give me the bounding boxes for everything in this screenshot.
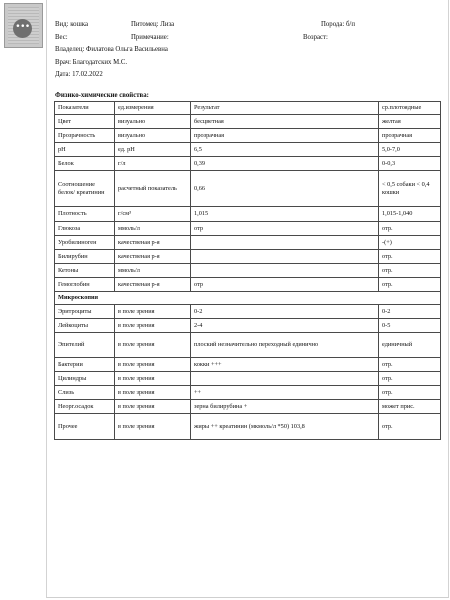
breed-label: Порода: б/п bbox=[321, 21, 355, 28]
date-label: Дата: 17.02.2022 bbox=[55, 71, 103, 78]
unit-cell: ммоль/л bbox=[115, 222, 191, 236]
reference-cell: -(+) bbox=[379, 236, 441, 250]
reference-cell: 5,0-7,0 bbox=[379, 143, 441, 157]
table-row bbox=[55, 207, 441, 222]
reference-cell: может прис. bbox=[379, 400, 441, 414]
header-cell: ср.плотоядные bbox=[379, 102, 441, 115]
reference-cell: единичный bbox=[379, 333, 441, 358]
table-row bbox=[55, 222, 441, 236]
table-row bbox=[55, 358, 441, 372]
note-label: Примечание: bbox=[131, 34, 169, 41]
table-row bbox=[55, 278, 441, 292]
microscopy-title: Микроскопия bbox=[55, 292, 441, 305]
unit-cell: расчетный показатель bbox=[115, 171, 191, 207]
result-cell: 0,39 bbox=[191, 157, 379, 171]
param-cell: Лейкоциты bbox=[55, 319, 115, 333]
species-label: Вид: кошка bbox=[55, 21, 89, 28]
reference-cell: отр. bbox=[379, 386, 441, 400]
unit-cell: качественая р-я bbox=[115, 250, 191, 264]
table-row bbox=[55, 333, 441, 358]
reference-cell: отр. bbox=[379, 222, 441, 236]
table-row bbox=[55, 236, 441, 250]
table-row bbox=[55, 319, 441, 333]
param-cell: Слизь bbox=[55, 386, 115, 400]
reference-cell: 1,015-1,040 bbox=[379, 207, 441, 222]
unit-cell: в поле зрения bbox=[115, 319, 191, 333]
reference-cell: отр. bbox=[379, 250, 441, 264]
result-cell: зерна билирубина + bbox=[191, 400, 379, 414]
result-cell: плоский незначительно переходный единично bbox=[191, 333, 379, 358]
param-cell: Гемоглобин bbox=[55, 278, 115, 292]
unit-cell: качественая р-я bbox=[115, 236, 191, 250]
reference-cell: отр. bbox=[379, 414, 441, 440]
reference-cell: прозрачная bbox=[379, 129, 441, 143]
param-cell: Прозрачность bbox=[55, 129, 115, 143]
table-row bbox=[55, 305, 441, 319]
table-row bbox=[55, 372, 441, 386]
param-cell: Эпителий bbox=[55, 333, 115, 358]
param-cell: Эритроциты bbox=[55, 305, 115, 319]
reference-cell: 0-0,3 bbox=[379, 157, 441, 171]
param-cell: Белок bbox=[55, 157, 115, 171]
result-cell: 0,66 bbox=[191, 171, 379, 207]
reference-cell: отр. bbox=[379, 372, 441, 386]
table-row bbox=[55, 264, 441, 278]
result-cell bbox=[191, 264, 379, 278]
table-row bbox=[55, 414, 441, 440]
param-cell: Уробилиноген bbox=[55, 236, 115, 250]
unit-cell: в поле зрения bbox=[115, 386, 191, 400]
doctor-label: Врач: Благодатских М.С. bbox=[55, 59, 128, 66]
unit-cell: ммоль/л bbox=[115, 264, 191, 278]
unit-cell: в поле зрения bbox=[115, 400, 191, 414]
microscopy-title-row bbox=[55, 292, 441, 305]
table-row bbox=[55, 157, 441, 171]
table-row bbox=[55, 250, 441, 264]
unit-cell: в поле зрения bbox=[115, 305, 191, 319]
table-row bbox=[55, 115, 441, 129]
age-label: Возраст: bbox=[303, 34, 328, 41]
unit-cell: ед. pH bbox=[115, 143, 191, 157]
unit-cell: качественая р-я bbox=[115, 278, 191, 292]
result-cell: жиры ++ креатинин (мкмоль/л *50) 103,8 bbox=[191, 414, 379, 440]
result-cell bbox=[191, 236, 379, 250]
unit-cell: г/л bbox=[115, 157, 191, 171]
section-title: Физико-химические свойства: bbox=[55, 92, 149, 99]
unit-cell: в поле зрения bbox=[115, 372, 191, 386]
param-cell: Цилиндры bbox=[55, 372, 115, 386]
results-table bbox=[54, 101, 441, 440]
unit-cell: визуально bbox=[115, 129, 191, 143]
param-cell: Билирубин bbox=[55, 250, 115, 264]
result-cell: ++ bbox=[191, 386, 379, 400]
param-cell: Глюкоза bbox=[55, 222, 115, 236]
more-options-icon[interactable]: ••• bbox=[13, 19, 32, 38]
document-page bbox=[46, 0, 449, 598]
table-row bbox=[55, 400, 441, 414]
pet-label: Питомец: Лиза bbox=[131, 21, 175, 28]
result-cell bbox=[191, 372, 379, 386]
param-cell: pH bbox=[55, 143, 115, 157]
param-cell: Плотность bbox=[55, 207, 115, 222]
unit-cell: в поле зрения bbox=[115, 358, 191, 372]
unit-cell: визуально bbox=[115, 115, 191, 129]
reference-cell: отр. bbox=[379, 264, 441, 278]
result-cell: 1,015 bbox=[191, 207, 379, 222]
reference-cell: отр. bbox=[379, 358, 441, 372]
result-cell bbox=[191, 250, 379, 264]
reference-cell: 0-2 bbox=[379, 305, 441, 319]
param-cell: Соотношение белок/ креатинин bbox=[55, 171, 115, 207]
param-cell: Прочее bbox=[55, 414, 115, 440]
unit-cell: в поле зрения bbox=[115, 333, 191, 358]
table-row bbox=[55, 386, 441, 400]
document-thumbnail[interactable] bbox=[4, 3, 43, 48]
header-cell: Показатели bbox=[55, 102, 115, 115]
unit-cell: г/см³ bbox=[115, 207, 191, 222]
result-cell: 0-2 bbox=[191, 305, 379, 319]
result-cell: отр bbox=[191, 222, 379, 236]
table-row bbox=[55, 143, 441, 157]
result-cell: прозрачная bbox=[191, 129, 379, 143]
header-cell: Результат bbox=[191, 102, 379, 115]
header-cell: ед.измерения bbox=[115, 102, 191, 115]
reference-cell: 0-5 bbox=[379, 319, 441, 333]
param-cell: Цвет bbox=[55, 115, 115, 129]
reference-cell: желтая bbox=[379, 115, 441, 129]
param-cell: Неорг.осадок bbox=[55, 400, 115, 414]
owner-label: Владелец: Филатова Ольга Васильевна bbox=[55, 46, 168, 53]
result-cell: кокки +++ bbox=[191, 358, 379, 372]
unit-cell: в поле зрения bbox=[115, 414, 191, 440]
result-cell: 6,5 bbox=[191, 143, 379, 157]
reference-cell: < 0,5 собаки < 0,4 кошки bbox=[379, 171, 441, 207]
table-header-row bbox=[55, 102, 441, 115]
table-row bbox=[55, 171, 441, 207]
param-cell: Бактерии bbox=[55, 358, 115, 372]
param-cell: Кетоны bbox=[55, 264, 115, 278]
result-cell: 2-4 bbox=[191, 319, 379, 333]
reference-cell: отр. bbox=[379, 278, 441, 292]
weight-label: Вес: bbox=[55, 34, 68, 41]
table-row bbox=[55, 129, 441, 143]
result-cell: бесцветная bbox=[191, 115, 379, 129]
result-cell: отр bbox=[191, 278, 379, 292]
